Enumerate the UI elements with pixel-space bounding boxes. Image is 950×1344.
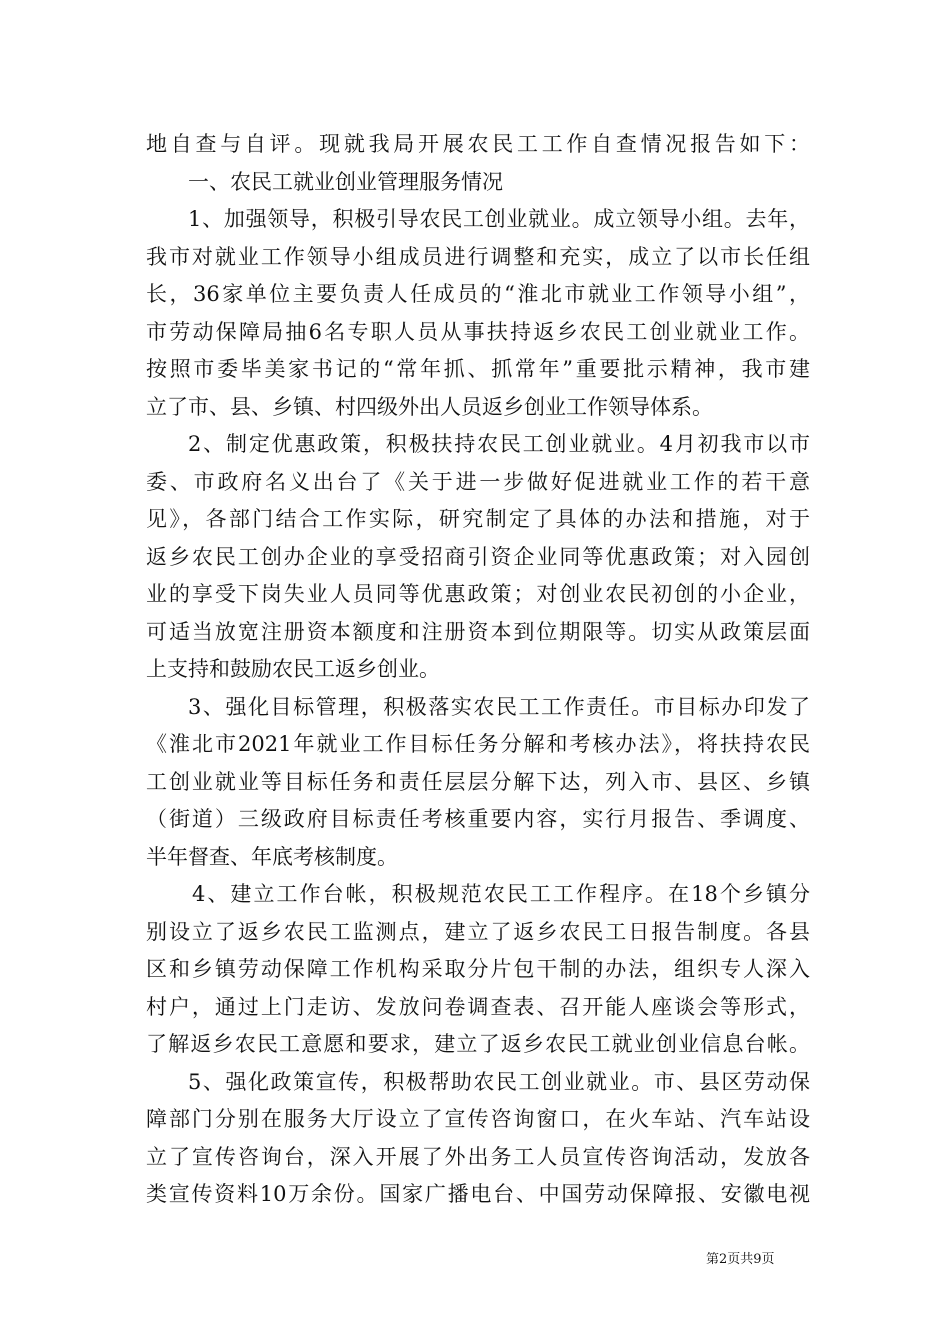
page-indicator: 第2页共9页 — [706, 1252, 775, 1267]
body-line: 地自查与自评。现就我局开展农民工工作自查情况报告如下： — [146, 132, 810, 156]
body-line: 按照市委毕美家书记的“常年抓、抓常年”重要批示精神，我市建 — [146, 357, 810, 381]
body-line: 上支持和鼓励农民工返乡创业。 — [146, 657, 440, 681]
body-line: （街道）三级政府目标责任考核重要内容，实行月报告、季调度、 — [146, 807, 810, 831]
body-line: 可适当放宽注册资本额度和注册资本到位期限等。切实从政策层面 — [146, 619, 810, 644]
body-line: 区和乡镇劳动保障工作机构采取分片包干制的办法，组织专人深入 — [146, 957, 810, 981]
body-line: 2、制定优惠政策，积极扶持农民工创业就业。4月初我市以市 — [188, 432, 810, 456]
body-line: 《淮北市2021年就业工作目标任务分解和考核办法》，将扶持农民 — [146, 732, 810, 756]
body-line: 别设立了返乡农民工监测点，建立了返乡农民工日报告制度。各县 — [146, 919, 810, 944]
body-line: 3、强化目标管理，积极落实农民工工作责任。市目标办印发了 — [188, 694, 810, 719]
body-line: 我市对就业工作领导小组成员进行调整和充实，成立了以市长任组 — [146, 244, 810, 269]
body-line: 4、建立工作台帐，积极规范农民工工作程序。在18个乡镇分 — [192, 882, 810, 906]
body-line: 半年督查、年底考核制度。 — [146, 844, 398, 869]
body-line: 了解返乡农民工意愿和要求，建立了返乡农民工就业创业信息台帐。 — [146, 1032, 810, 1056]
body-line: 工创业就业等目标任务和责任层层分解下达，列入市、县区、乡镇 — [146, 769, 810, 794]
body-line: 见》，各部门结合工作实际，研究制定了具体的办法和措施，对于 — [146, 507, 810, 531]
body-line: 业的享受下岗失业人员同等优惠政策；对创业农民初创的小企业， — [146, 582, 810, 606]
body-line: 1、加强领导，积极引导农民工创业就业。成立领导小组。去年， — [188, 207, 810, 231]
body-line: 委、市政府名义出台了《关于进一步做好促进就业工作的若干意 — [146, 469, 810, 494]
body-line: 市劳动保障局抽6名专职人员从事扶持返乡农民工创业就业工作。 — [146, 319, 810, 344]
body-line: 长，36家单位主要负责人任成员的“淮北市就业工作领导小组”， — [146, 282, 810, 306]
body-line: 障部门分别在服务大厅设立了宣传咨询窗口，在火车站、汽车站设 — [146, 1107, 810, 1131]
document-body — [146, 126, 810, 1214]
body-line: 村户，通过上门走访、发放问卷调查表、召开能人座谈会等形式， — [146, 994, 810, 1019]
body-line: 类宣传资料10万余份。国家广播电台、中国劳动保障报、安徽电视 — [146, 1182, 810, 1206]
body-line: 5、强化政策宣传，积极帮助农民工创业就业。市、县区劳动保 — [188, 1069, 810, 1094]
body-line: 返乡农民工创办企业的享受招商引资企业同等优惠政策；对入园创 — [146, 544, 810, 569]
body-line: 立了市、县、乡镇、村四级外出人员返乡创业工作领导体系。 — [146, 394, 713, 419]
body-line: 立了宣传咨询台，深入开展了外出务工人员宣传咨询活动，发放各 — [146, 1144, 810, 1169]
section-heading: 一、农民工就业创业管理服务情况 — [188, 169, 503, 194]
